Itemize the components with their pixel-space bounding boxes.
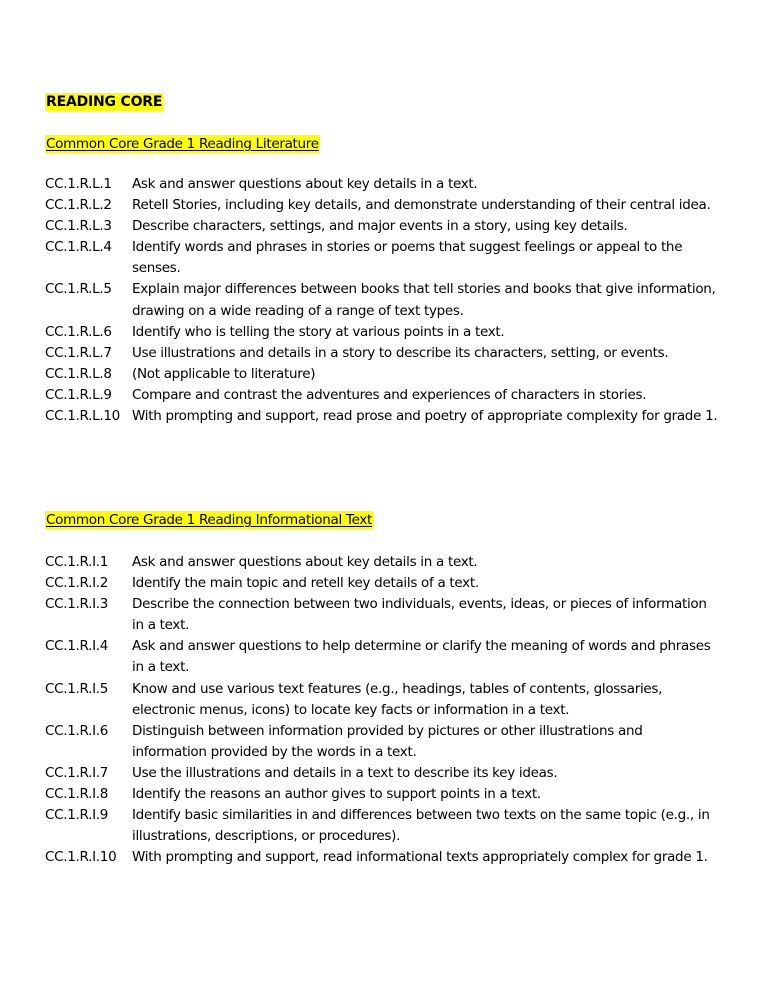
literature-standards-list [45,174,725,427]
standard-row [45,552,725,573]
standard-code: CC.1.R.L.8 [45,365,112,382]
standard-text: Explain major differences between books that tell stories and books that give information, drawing on a wide reading of a range of text types. [132,281,716,319]
standard-code: CC.1.R.L.10 [45,408,120,425]
standard-row [45,784,725,805]
standard-row [45,594,725,636]
standard-text: Identify the reasons an author gives to support points in a text. [132,786,541,803]
standard-code: CC.1.R.L.7 [45,344,112,361]
standard-code: CC.1.R.I.1 [45,554,109,570]
standard-text: Ask and answer questions about key details in a text. [132,554,478,570]
standard-code: CC.1.R.I.5 [45,680,109,697]
standard-row [45,279,725,321]
standard-row [45,573,725,594]
standard-row [45,322,725,343]
section-heading-literature: Common Core Grade 1 Reading Literature [46,136,319,152]
standard-text: With prompting and support, read prose and poetry of appropriate complexity for grade 1. [132,408,718,425]
standard-code: CC.1.R.I.7 [45,764,109,781]
standard-row [45,216,725,237]
standard-code: CC.1.R.I.4 [45,638,109,655]
standard-code: CC.1.R.L.9 [45,386,112,403]
standard-text: Retell Stories, including key details, and demonstrate understanding of their central idea. [132,197,711,214]
standard-code: CC.1.R.I.10 [45,849,117,866]
standard-text: Identify basic similarities in and differences between two texts on the same topic (e.g., in illustrations, descriptions, or procedures). [132,807,710,845]
standard-text: Identify who is telling the story at various points in a text. [132,323,505,340]
standard-code: CC.1.R.I.6 [45,722,109,739]
standard-row [45,195,725,216]
standard-row [45,721,725,763]
standard-text: With prompting and support, read informational texts appropriately complex for grade 1. [132,849,708,866]
standard-code: CC.1.R.L.5 [45,281,112,298]
standard-row [45,237,725,279]
standard-row [45,385,725,406]
standard-row [45,406,725,427]
standard-text: Identify words and phrases in stories or poems that suggest feelings or appeal to the senses. [132,239,683,277]
standard-code: CC.1.R.I.9 [45,807,109,824]
standard-row [45,805,725,847]
standard-code: CC.1.R.L.1 [45,176,112,192]
standard-row [45,174,725,195]
standard-code: CC.1.R.L.3 [45,218,112,235]
standard-text: Know and use various text features (e.g., headings, tables of contents, glossaries, electronic menus, icons) to locate key facts or information in a text. [132,680,663,718]
standard-row [45,364,725,385]
standard-text: Distinguish between information provided by pictures or other illustrations and information provided by the words in a text. [132,722,643,760]
standard-text: Describe the connection between two individuals, events, ideas, or pieces of information in a text. [132,596,707,634]
standard-code: CC.1.R.L.2 [45,197,112,214]
standard-code: CC.1.R.I.2 [45,575,109,592]
standard-row [45,763,725,784]
standard-code: CC.1.R.L.4 [45,239,112,256]
standard-text: Describe characters, settings, and major events in a story, using key details. [132,218,628,235]
standard-text: Ask and answer questions to help determine or clarify the meaning of words and phrases in a text. [132,638,711,676]
informational-standards-list [45,552,725,868]
standard-text: Ask and answer questions about key details in a text. [132,176,478,192]
standard-text: Compare and contrast the adventures and experiences of characters in stories. [132,386,647,403]
document-title: READING CORE [46,94,163,110]
standard-row [45,343,725,364]
standard-code: CC.1.R.I.8 [45,786,109,803]
standard-row [45,679,725,721]
standard-text: Use the illustrations and details in a text to describe its key ideas. [132,764,558,781]
standard-row [45,636,725,678]
standard-text: Use illustrations and details in a story to describe its characters, setting, or events. [132,344,669,361]
standard-row [45,847,725,868]
standard-code: CC.1.R.L.6 [45,323,112,340]
standard-code: CC.1.R.I.3 [45,596,109,613]
standard-text: (Not applicable to literature) [132,365,316,382]
section-heading-informational: Common Core Grade 1 Reading Informational Text [46,512,373,528]
standard-text: Identify the main topic and retell key details of a text. [132,575,479,592]
